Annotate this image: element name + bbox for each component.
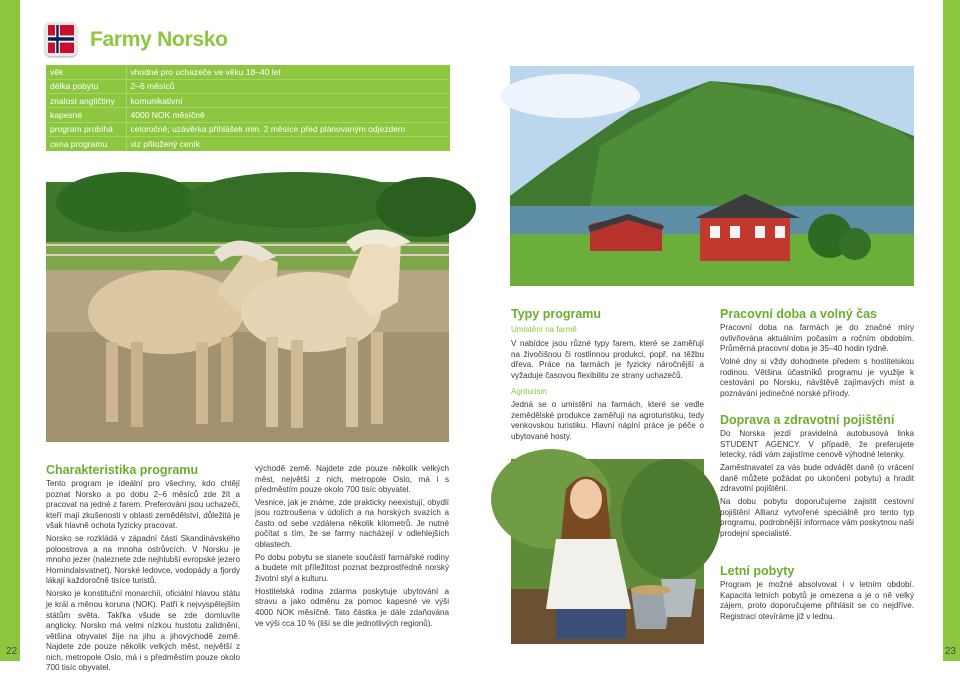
farm-landscape-photo <box>510 66 914 286</box>
subheading-umisteni: Umístění na farmě <box>511 325 577 334</box>
girl-harvest-photo <box>511 459 704 644</box>
page-number-left: 22 <box>6 646 18 657</box>
right-accent-bar <box>943 0 960 661</box>
charakteristika-col1: Tento program je ideální pro všechny, kdo chtějí poznat Norsko a po dobu 2–6 měsíců zde žít a pracovat na jedné z farem. Preferováni jsou uchazeči, kteří mají zkušenosti v oblasti zemědělství, důležitá je však hlavně ochota fyzicky pracovat. Norsko se rozkládá v západní části Skandinávského poloostrova a na mnoha ostrůvcích. V Norsku je mnoho jezer (naleznete zde nejhlubší evropské jezero Hornindalsvatnet). Norské ledovce, vodopády a fjordy lákají každoročně tisíce turistů. Norsko je konstituční monarchií, oficiální hlavou státu je král a měnou koruna (NOK). Patří k nejvyspělejším státům světa. Takřka všude se zde domluvíte anglicky. Norsko má velmi nízkou hustotu zalidnění, většina obyvatel žije na jihu a jihovýchodě země. Najdete zde pouze několik velkých měst, největší z nich, metropole Oslo, má i s předměstím pouze okolo 700 tisíc obyvatel. <box>46 479 240 673</box>
section-heading-typy: Typy programu <box>511 307 602 321</box>
table-row: program probíhá celoročně; uzávěrka přihlášek min. 2 měsíce před plánovaným odjezdem <box>46 122 450 136</box>
section-heading-doprava: Doprava a zdravotní pojištění <box>720 413 895 427</box>
pracovni-text: Pracovní doba na farmách je do značné míry ovlivňována aktuálním počasím a ročním obdobím. Průměrná pracovní doba je 35–40 hodin týdně. Volné dny si vždy dohodnete předem s hostitelskou rodinou. Většina účastníků programu je využije k cestování po Norsku, návštěvě zajímavých míst a poznávání jedinečné norské přírody. <box>720 323 914 398</box>
table-row: cena programu viz přiložený ceník <box>46 136 450 150</box>
table-row: délka pobytu 2–6 měsíců <box>46 79 450 93</box>
horses-photo <box>46 182 449 442</box>
charakteristika-p3: Norsko je konstituční monarchií, oficiální hlavou státu je král a měnou koruna (NOK). Patří k nejvyspělejším státům světa. Takřka všude se zde domluvíte anglicky. Norsko má velmi nízkou hustotu zalidnění, většina obyvatel žije na jihu a jihovýchodě země. Najdete zde pouze několik velkých měst, největší z nich, metropole Oslo, má i s předměstím pouze okolo 700 tisíc obyvatel. <box>46 589 240 673</box>
table-row: věk vhodné pro uchazeče ve věku 18–40 let <box>46 65 450 79</box>
page-number-right: 23 <box>944 646 956 657</box>
table-row: kapesné 4000 NOK měsíčně <box>46 108 450 122</box>
subheading-agriturism: Agriturism <box>511 387 548 396</box>
section-heading-charakteristika: Charakteristika programu <box>46 463 199 477</box>
norway-flag-icon <box>45 22 77 56</box>
typy-text1: V nabídce jsou různé typy farem, které se zaměřují na živočišnou či rostlinnou produkci, popř. na těžbu dřeva. Práce na farmách je fyzicky náročnější a vyžaduje časovou flexibilitu ze strany uchazečů. <box>511 339 704 380</box>
letni-text: Program je možné absolvovat i v letním období. Kapacita letních pobytů je omezena a je o ně velký zájem, proto doporučujeme přihlásit se co nejdříve. Registraci otevíráme již v lednu. <box>720 580 914 621</box>
charakteristika-col2: východě země. Najdete zde pouze několik velkých měst, největší z nich, metropole Oslo, má i s předměstím pouze okolo 700 tisíc obyvatel. Vesnice, jak je známe, zde prakticky neexistují, obydlí jsou roztroušena v údolích a na horských svazích a často od sebe vzdálena několik kilometrů. Je nutné počítat s tím, že se farmy nacházejí v odlehlejších oblastech. Po dobu pobytu se stanete součástí farmářské rodiny a budete mít příležitost poznat bezprostředně norský životní styl a kulturu. Hostitelská rodina zdarma poskytuje ubytování a stravu a jako odměnu za pomoc kapesné ve výši 4000 NOK měsíčně. Tato částka je dále zdaňována ve výši cca 10 % (liší se dle jednotlivých regionů). <box>255 464 449 628</box>
page-title: Farmy Norsko <box>90 28 228 51</box>
section-heading-pracovni: Pracovní doba a volný čas <box>720 307 878 321</box>
program-info-table <box>46 65 450 151</box>
left-accent-bar <box>0 0 20 661</box>
doprava-text: Do Norska jezdí pravidelná autobusová linka STUDENT AGENCY. V případě, že preferujete letecky, rádi vám zajistíme cenově výhodné letenky. Zaměstnavatel za vás bude odvádět daně (o vrácení daně můžete požádat po ukončení pobytu) a hradit zdravotní pojištění. Na dobu pobytu doporučujeme zajistit cestovní pojištění Allianz vytvořené speciálně pro tento typ programu, podrobnější informace vám poskytnou naši prodejní specialisté. <box>720 429 914 538</box>
charakteristika-p3-cont: východě země. Najdete zde pouze několik velkých měst, největší z nich, metropole Oslo, má i s předměstím pouze okolo 700 tisíc obyvatel. <box>255 464 449 495</box>
typy-text2: Jedná se o umístění na farmách, které se vedle zemědělské produkce zaměřují na agroturistiku, tedy venkovskou turistiku. Hlavní náplní práce je péče o ubytované hosty. <box>511 400 704 441</box>
section-heading-letni: Letní pobyty <box>720 564 795 578</box>
table-row: znalost angličtiny komunikativní <box>46 94 450 108</box>
